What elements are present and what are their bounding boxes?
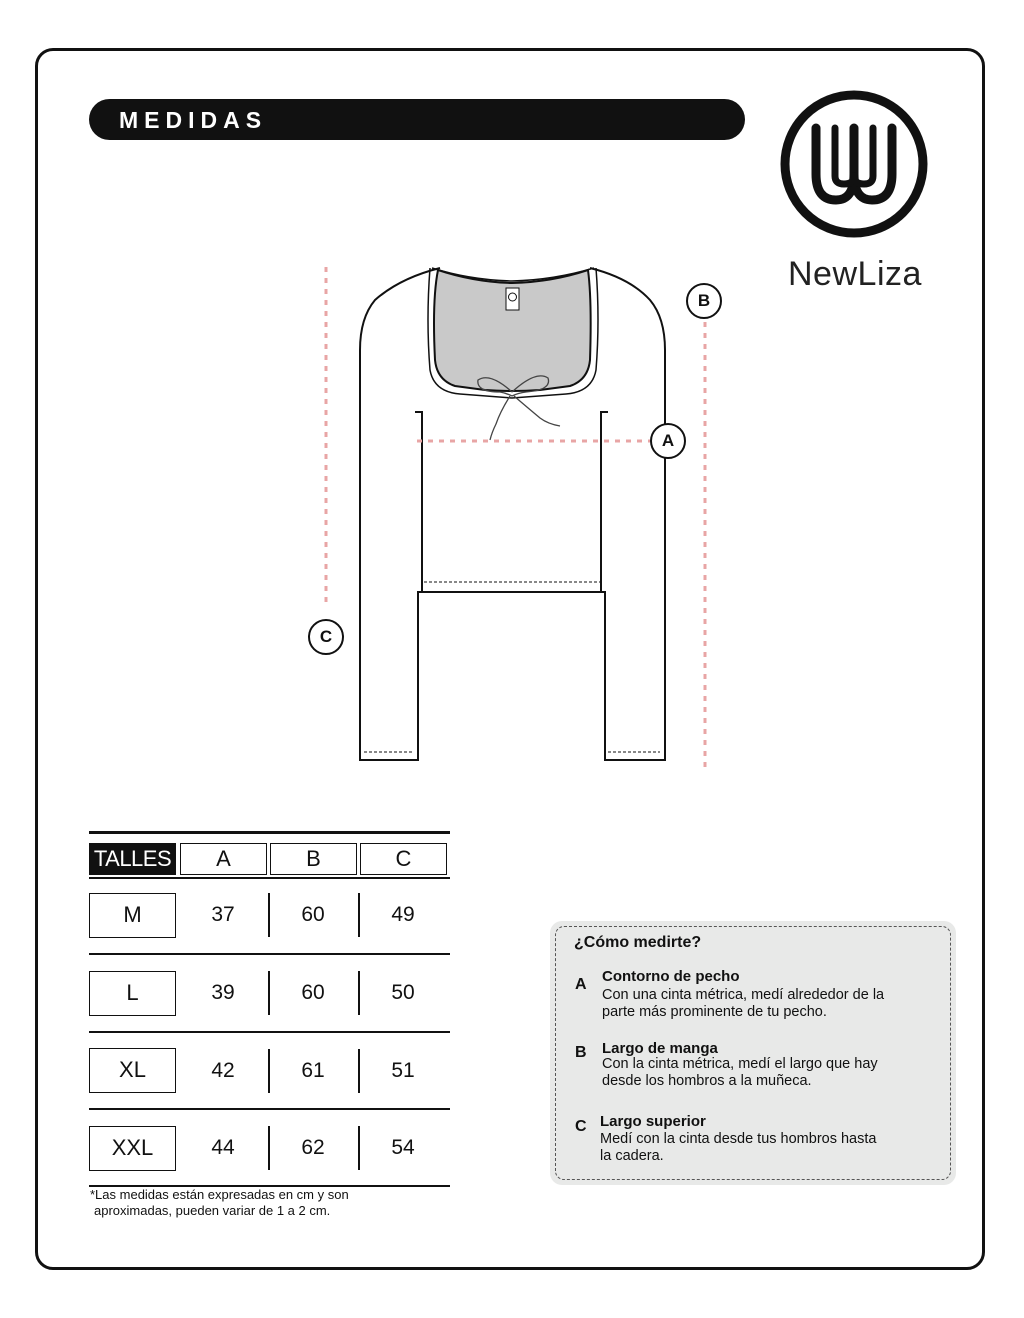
- header-c: C: [360, 843, 447, 875]
- row-rule: [89, 1031, 450, 1033]
- cell-b: 60: [301, 981, 325, 1004]
- item-letter: C: [575, 1118, 587, 1135]
- brand-name-part1: New: [788, 255, 858, 293]
- size-label: L: [89, 971, 176, 1016]
- note-line-2: aproximadas, pueden variar de 1 a 2 cm.: [94, 1203, 331, 1218]
- cell-c: 50: [391, 981, 415, 1004]
- cell-b: 62: [301, 1136, 325, 1159]
- item-letter: B: [575, 1044, 587, 1061]
- marker-c: C: [308, 619, 344, 655]
- item-description: [602, 1056, 922, 1090]
- cell-b: 61: [301, 1059, 325, 1082]
- marker-b: B: [686, 283, 722, 319]
- item-heading: Largo superior: [600, 1113, 706, 1130]
- header-b: B: [270, 843, 357, 875]
- size-label: XXL: [89, 1126, 176, 1171]
- note-line-1: *Las medidas están expresadas en cm y son: [90, 1187, 349, 1202]
- brand-name-part2: Liza: [857, 255, 922, 293]
- row-rule: [89, 953, 450, 955]
- cell-c: 54: [391, 1136, 415, 1159]
- item-line-1: Con una cinta métrica, medí alrededor de la: [602, 987, 885, 1003]
- item-heading: Largo de manga: [602, 1040, 718, 1057]
- cell-b: 60: [301, 903, 325, 926]
- item-line-2: la cadera.: [600, 1148, 664, 1164]
- how-to-title: ¿Cómo medirte?: [574, 934, 702, 951]
- table-header-rule: [89, 877, 450, 879]
- page-title: MEDIDAS: [119, 107, 268, 133]
- row-rule: [89, 1108, 450, 1110]
- item-line-2: parte más prominente de tu pecho.: [602, 1004, 827, 1020]
- header-talles: TALLES: [89, 843, 176, 875]
- cell-a: 37: [211, 903, 235, 926]
- cell-a: 42: [211, 1059, 235, 1082]
- measurement-note: [90, 1187, 450, 1219]
- item-description: [600, 1131, 920, 1165]
- cell-c: 49: [391, 903, 415, 926]
- item-line-1: Medí con la cinta desde tus hombros hasta: [600, 1131, 877, 1147]
- item-line-2: desde los hombros a la muñeca.: [602, 1073, 812, 1089]
- header-a: A: [180, 843, 267, 875]
- item-description: [602, 987, 922, 1021]
- item-line-1: Con la cinta métrica, medí el largo que hay: [602, 1056, 878, 1072]
- table-top-rule: [89, 831, 450, 834]
- size-label: XL: [89, 1048, 176, 1093]
- size-label: M: [89, 893, 176, 938]
- cell-c: 51: [391, 1059, 415, 1082]
- marker-a: A: [650, 423, 686, 459]
- item-heading: Contorno de pecho: [602, 968, 740, 985]
- cell-a: 44: [211, 1136, 235, 1159]
- cell-a: 39: [211, 981, 235, 1004]
- item-letter: A: [575, 976, 587, 993]
- neck-label-icon: [506, 288, 519, 310]
